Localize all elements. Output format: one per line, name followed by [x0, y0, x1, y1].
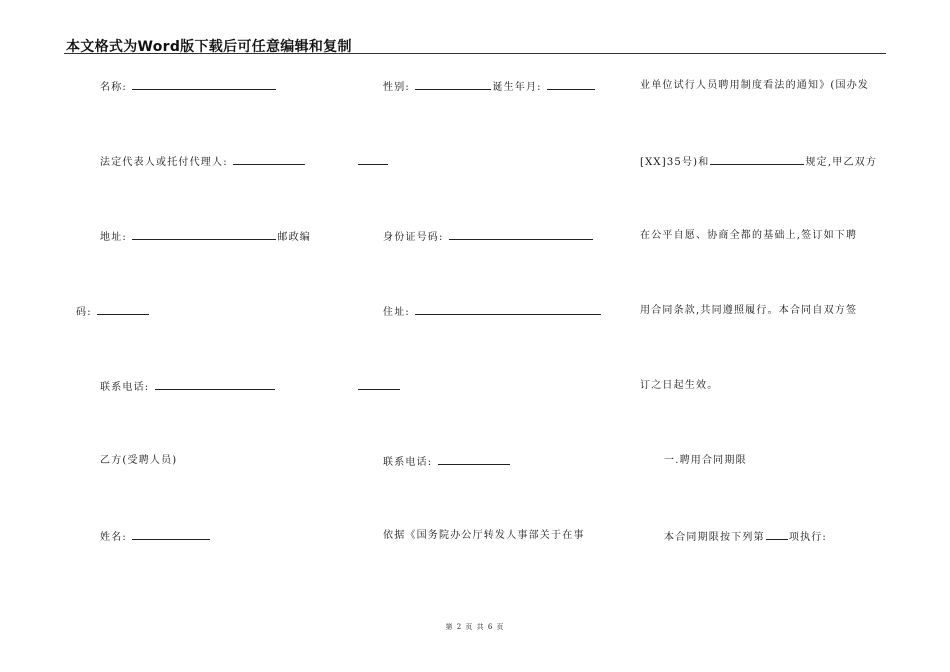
- notice-text-line-1: 业单位试行人员聘用制度看法的通知》(国办发: [640, 80, 870, 91]
- notice-rule: 规定,甲乙双方: [805, 157, 878, 168]
- surname-label: 姓名:: [100, 532, 127, 543]
- address-label: 地址:: [100, 232, 127, 243]
- party-a-phone-line: [100, 380, 276, 394]
- postal-code-line: [76, 305, 150, 319]
- name-label: 名称:: [100, 82, 127, 93]
- contract-term-line: [664, 530, 827, 544]
- address-blank[interactable]: [132, 230, 276, 240]
- residence-blank[interactable]: [415, 305, 601, 315]
- legal-rep-blank[interactable]: [233, 155, 305, 165]
- legal-rep-line: [100, 155, 306, 169]
- residence-continuation-blank[interactable]: [358, 380, 400, 390]
- regulation-blank[interactable]: [710, 155, 804, 165]
- birth-blank[interactable]: [547, 80, 595, 90]
- notice-text-line-4: 用合同条款,共同遵照履行。本合同自双方签: [640, 305, 858, 316]
- party-b-phone-blank[interactable]: [438, 455, 510, 465]
- phone-blank[interactable]: [155, 380, 275, 390]
- basis-text: 依据《国务院办公厅转发人事部关于在事: [383, 530, 585, 541]
- gender-label: 性别:: [383, 82, 410, 93]
- notice-ref: [XX]35号)和: [640, 157, 710, 168]
- notice-text-line-3: 在公平自愿、协商全都的基础上,签订如下聘: [640, 230, 858, 241]
- postal-code-blank[interactable]: [97, 305, 149, 315]
- address-line: [100, 230, 311, 244]
- section-heading-contract-term: 一.聘用合同期限: [664, 455, 747, 466]
- postal-suffix: 邮政编: [277, 232, 311, 243]
- birth-continuation-blank[interactable]: [358, 155, 388, 165]
- party-b-name-line: [100, 530, 211, 544]
- birth-label: 诞生年月:: [492, 82, 542, 93]
- term-suffix: 项执行:: [788, 532, 827, 543]
- gender-line: [383, 80, 596, 94]
- party-b-phone-line: [383, 455, 511, 469]
- id-number-blank[interactable]: [449, 230, 593, 240]
- residence-continuation-line: [357, 380, 401, 394]
- term-prefix: 本合同期限按下列第: [664, 532, 765, 543]
- party-b-heading: 乙方(受聘人员): [100, 455, 178, 466]
- page-number: 第 2 页 共 6 页: [445, 623, 505, 631]
- id-number-line: [383, 230, 594, 244]
- party-b-phone-label: 联系电话:: [383, 457, 433, 468]
- id-label: 身份证号码:: [383, 232, 444, 243]
- surname-blank[interactable]: [132, 530, 210, 540]
- party-a-name-line: [100, 80, 277, 94]
- header-divider: [64, 53, 886, 54]
- name-blank[interactable]: [132, 80, 276, 90]
- residence-line: [383, 305, 602, 319]
- phone-label: 联系电话:: [100, 382, 150, 393]
- legal-rep-label: 法定代表人或托付代理人:: [100, 157, 228, 168]
- notice-text-line-2: [640, 155, 877, 169]
- gender-blank[interactable]: [415, 80, 491, 90]
- term-option-blank[interactable]: [766, 530, 788, 540]
- document-header-title: 本文格式为Word版下载后可任意编辑和复制: [66, 39, 352, 55]
- postal-label: 码:: [76, 307, 92, 318]
- birth-continuation-line: [357, 155, 389, 169]
- notice-text-line-5: 订之日起生效。: [640, 380, 719, 391]
- residence-label: 住址:: [383, 307, 410, 318]
